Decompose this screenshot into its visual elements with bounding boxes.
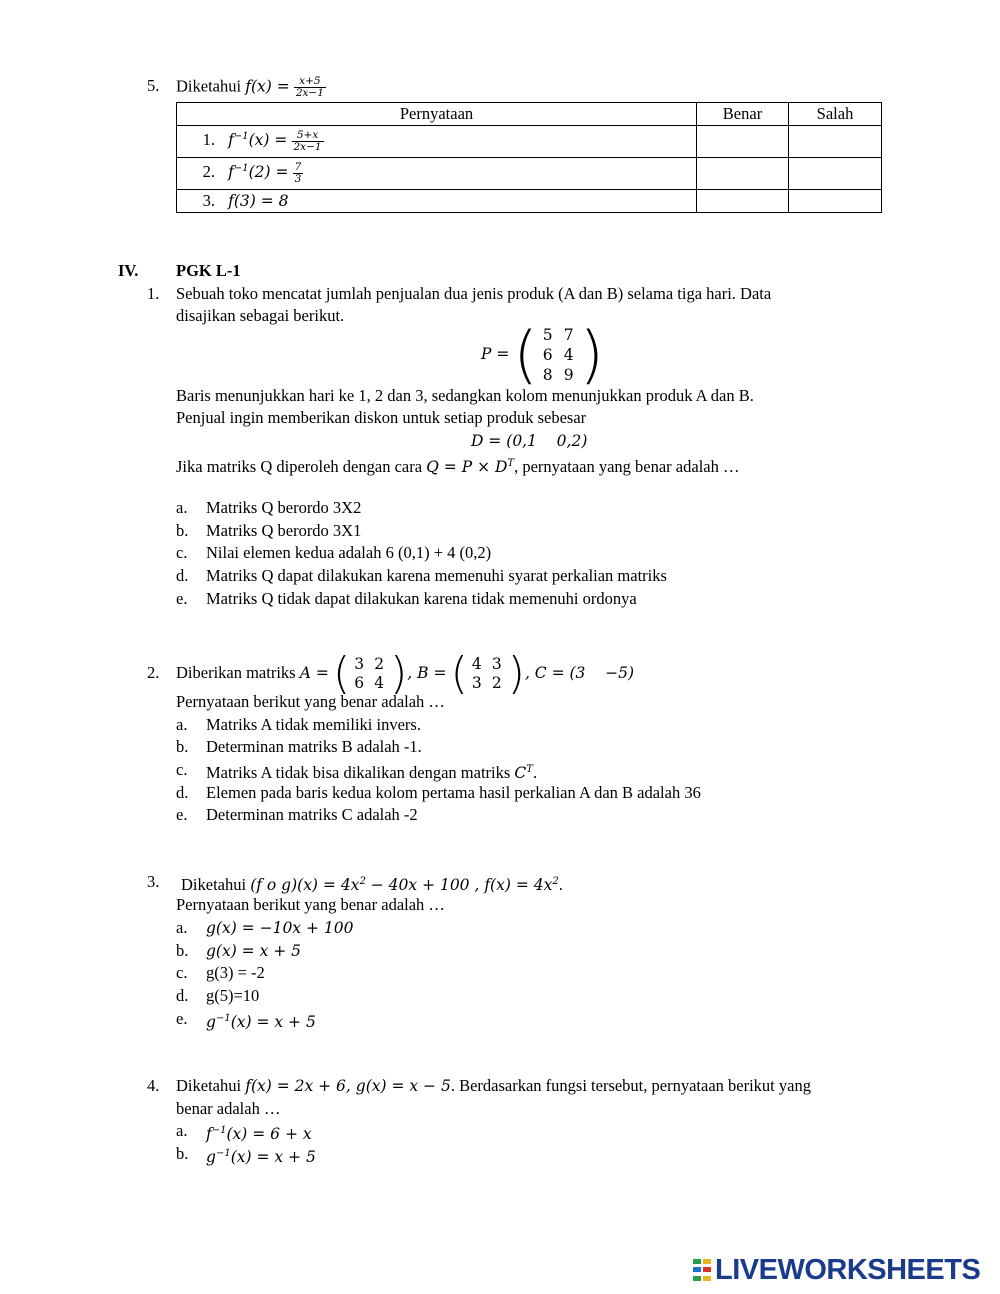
- p1-option-e-letter: e.: [176, 589, 188, 608]
- p3-option-d-letter: d.: [176, 986, 189, 1005]
- p2-option-b-letter: b.: [176, 737, 189, 756]
- statement-table: [176, 102, 882, 213]
- statement-3-salah-cell[interactable]: [789, 190, 882, 213]
- liveworksheets-logo[interactable]: [693, 1254, 980, 1287]
- matrix-p: ( 5 7 6 4 8 9 ): [513, 318, 604, 392]
- logo-block-blue: [693, 1267, 701, 1272]
- logo-block-red: [703, 1267, 711, 1272]
- p2-option-e-letter: e.: [176, 805, 188, 824]
- matrix-p-label: P =: [481, 345, 510, 363]
- p1-option-a-letter: a.: [176, 498, 188, 517]
- p2-option-c[interactable]: Matriks A tidak bisa dikalikan dengan matriks $C^T$.: [206, 763, 538, 783]
- p2-option-a[interactable]: Matriks A tidak memiliki invers.: [206, 715, 421, 734]
- statement-1-benar-cell[interactable]: [697, 126, 789, 158]
- q5-fx: f(x) =: [245, 77, 290, 96]
- section-numeral: IV.: [118, 261, 139, 280]
- p2-option-c-letter: c.: [176, 760, 188, 779]
- statement-1-salah-cell[interactable]: [789, 126, 882, 158]
- q5-frac-num: x+5: [294, 76, 326, 88]
- logo-block-yellow-2: [703, 1276, 711, 1281]
- p3-option-a-letter: a.: [176, 918, 188, 937]
- p3-option-b[interactable]: g(x) = x + 5: [206, 942, 302, 960]
- p2-option-e[interactable]: Determinan matriks C adalah -2: [206, 805, 418, 824]
- logo-block-green: [693, 1259, 701, 1264]
- p3-option-a[interactable]: g(x) = −10x + 100: [206, 919, 354, 937]
- statement-2-benar-cell[interactable]: [697, 158, 789, 190]
- p3-intro: Pernyataan berikut yang benar adalah …: [176, 895, 445, 914]
- p2-number: 2.: [147, 663, 160, 682]
- statement-1: 1. $f^{-1}(x)$ = $\frac{5+x}{2x-1}$: [177, 126, 697, 158]
- statement-3-benar-cell[interactable]: [697, 190, 789, 213]
- p3-heading: Diketahui (f o $g)(x) = 4x^2 - 40x + 100$ , $f(x) = 4x^2$.: [181, 875, 563, 895]
- p1-option-c-letter: c.: [176, 543, 188, 562]
- p1-option-a[interactable]: Matriks Q berordo 3X2: [206, 498, 362, 517]
- p3-option-b-letter: b.: [176, 941, 189, 960]
- logo-block-yellow: [703, 1259, 711, 1264]
- matrix-a: ( 3 2 6 4 ): [332, 648, 408, 700]
- p4-line2: benar adalah …: [176, 1099, 281, 1118]
- p3-option-c[interactable]: g(3) = -2: [206, 963, 265, 982]
- p2-option-d-letter: d.: [176, 783, 189, 802]
- matrix-p-grid: 5 7 6 4 8 9: [542, 326, 574, 385]
- p1-option-d[interactable]: Matriks Q dapat dilakukan karena memenuhi syarat perkalian matriks: [206, 566, 667, 585]
- p1-option-e[interactable]: Matriks Q tidak dapat dilakukan karena tidak memenuhi ordonya: [206, 589, 637, 608]
- p2-option-d[interactable]: Elemen pada baris kedua kolom pertama hasil perkalian A dan B adalah 36: [206, 783, 701, 802]
- p4-number: 4.: [147, 1076, 160, 1095]
- matrix-p-equation: [481, 318, 604, 392]
- q5-frac-den: 2x−1: [295, 87, 324, 99]
- p3-option-d[interactable]: g(5)=10: [206, 986, 260, 1005]
- q5-number: 5.: [147, 76, 160, 95]
- logo-block-green-2: [693, 1276, 701, 1281]
- logo-mark-icon: [693, 1259, 711, 1283]
- q5-heading: [176, 76, 326, 99]
- q5-text: Diketahui: [176, 76, 242, 96]
- p1-option-d-letter: d.: [176, 566, 189, 585]
- p2-heading: Diberikan matriks A = ( 3 2 6 4 ) , B = ( 4 3 3 2 ) , C = (3 −5): [176, 648, 635, 700]
- p1-option-c[interactable]: Nilai elemen kedua adalah 6 (0,1) + 4 (0,2): [206, 543, 492, 562]
- p1-option-b[interactable]: Matriks Q berordo 3X1: [206, 521, 362, 540]
- p1-number: 1.: [147, 284, 160, 303]
- p1-line5: Jika matriks Q diperoleh dengan cara $Q = P \times D^T$, pernyataan yang benar adalah …: [176, 457, 740, 477]
- p4-option-a-letter: a.: [176, 1121, 188, 1140]
- statement-2-salah-cell[interactable]: [789, 158, 882, 190]
- p4-option-a[interactable]: $f^{-1}(x) = 6 + x$: [206, 1125, 312, 1144]
- p1-line3: Baris menunjukkan hari ke 1, 2 dan 3, sedangkan kolom menunjukkan produk A dan B.: [176, 386, 754, 405]
- p4-option-b[interactable]: $g^{-1}(x) = x + 5$: [206, 1148, 316, 1167]
- header-pernyataan: Pernyataan: [177, 103, 697, 126]
- p2-option-b[interactable]: Determinan matriks B adalah -1.: [206, 737, 422, 756]
- p4-heading: Diketahui f(x) = 2x + 6, g(x) = x − 5. Berdasarkan fungsi tersebut, pernyataan berikut yang: [176, 1076, 811, 1095]
- header-benar: Benar: [697, 103, 789, 126]
- p3-number: 3.: [147, 872, 160, 891]
- p1-line2: disajikan sebagai berikut.: [176, 306, 345, 325]
- p3-option-c-letter: c.: [176, 963, 188, 982]
- p1-d-equation: D = (0,1 0,2): [471, 432, 588, 450]
- header-salah: Salah: [789, 103, 882, 126]
- p1-option-b-letter: b.: [176, 521, 189, 540]
- q5-fraction: [294, 76, 326, 99]
- p3-option-e[interactable]: $g^{-1}(x) = x + 5$: [206, 1013, 316, 1032]
- statement-3: 3. f(3) = 8: [177, 190, 697, 213]
- section-title: PGK L-1: [176, 261, 241, 280]
- p1-line4: Penjual ingin memberikan diskon untuk setiap produk sebesar: [176, 408, 587, 427]
- matrix-b: ( 4 3 3 2 ): [450, 648, 525, 700]
- logo-text: LIVEWORKSHEETS: [715, 1254, 981, 1286]
- p4-option-b-letter: b.: [176, 1144, 189, 1163]
- p3-option-e-letter: e.: [176, 1009, 188, 1028]
- p1-line1: Sebuah toko mencatat jumlah penjualan dua jenis produk (A dan B) selama tiga hari. Data: [176, 284, 772, 303]
- p2-intro: Pernyataan berikut yang benar adalah …: [176, 692, 445, 711]
- statement-2: 2. $f^{-1}(2)$ = $\frac{7}{3}$: [177, 158, 697, 190]
- p2-option-a-letter: a.: [176, 715, 188, 734]
